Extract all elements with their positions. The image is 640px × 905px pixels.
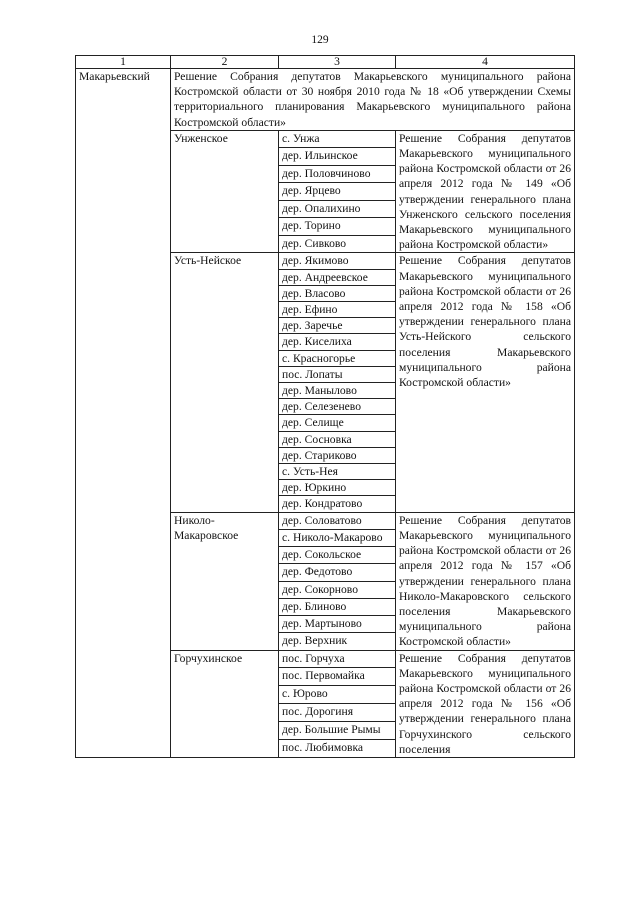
district-name: Макарьевский [76, 69, 171, 758]
village-name: дер. Блиново [279, 598, 396, 615]
village-name: дер. Торино [279, 218, 396, 236]
village-name: с. Красногорье [279, 350, 396, 366]
village-name: дер. Сокольское [279, 547, 396, 564]
settlement-name: Николо-Макаровское [171, 512, 279, 650]
settlement-decision: Решение Собрания депутатов Макарьевского муниципального района Костромской области от 26 апреля 2012 года № 156 «Об утверждении генерального плана Горчухинского сельского поселения [396, 650, 575, 757]
village-name: дер. Сокорново [279, 581, 396, 598]
village-name: пос. Первомайка [279, 668, 396, 686]
village-name: дер. Федотово [279, 564, 396, 581]
village-name: дер. Андреевское [279, 269, 396, 285]
settlement-decision: Решение Собрания депутатов Макарьевского муниципального района Костромской области от 26 апреля 2012 года № 157 «Об утверждении генерального плана Николо-Макаровского сельского поселения Макарьевского муниципального района Костромской области» [396, 512, 575, 650]
settlement-name: Усть-Нейское [171, 253, 279, 512]
village-name: с. Николо-Макарово [279, 529, 396, 546]
village-name: дер. Мартыново [279, 616, 396, 633]
village-name: дер. Киселиха [279, 334, 396, 350]
column-number: 4 [396, 56, 575, 69]
village-name: дер. Кондратово [279, 496, 396, 512]
column-number: 3 [279, 56, 396, 69]
column-number: 1 [76, 56, 171, 69]
village-name: дер. Якимово [279, 253, 396, 269]
village-name: дер. Власово [279, 285, 396, 301]
village-name: дер. Верхник [279, 633, 396, 650]
village-name: дер. Стариково [279, 447, 396, 463]
village-name: с. Усть-Нея [279, 464, 396, 480]
village-name: дер. Манылово [279, 383, 396, 399]
planning-documents-table [75, 55, 575, 758]
village-name: дер. Сивково [279, 235, 396, 253]
village-name: дер. Ярцево [279, 183, 396, 201]
column-number: 2 [171, 56, 279, 69]
village-name: дер. Селезенево [279, 399, 396, 415]
village-name: дер. Селище [279, 415, 396, 431]
page-number: 129 [311, 34, 329, 46]
village-name: пос. Любимовка [279, 739, 396, 757]
village-name: с. Унжа [279, 130, 396, 148]
village-name: дер. Ефино [279, 302, 396, 318]
settlement-name: Горчухинское [171, 650, 279, 757]
settlement-decision: Решение Собрания депутатов Макарьевского муниципального района Костромской области от 26 апреля 2012 года № 158 «Об утверждении генерального плана Усть-Нейского сельского поселения Макарьевского муниципального района Костромской области» [396, 253, 575, 512]
village-name: дер. Заречье [279, 318, 396, 334]
village-name: пос. Дорогиня [279, 704, 396, 722]
district-decision: Решение Собрания депутатов Макарьевского муниципального района Костромской области от 30 ноября 2010 года № 18 «Об утверждении Схемы территориального планирования Макарьевского муниципального района Костромской области» [171, 69, 575, 131]
village-name: дер. Сосновка [279, 431, 396, 447]
village-name: дер. Опалихино [279, 200, 396, 218]
settlement-name: Унженское [171, 130, 279, 253]
village-name: дер. Ильинское [279, 148, 396, 166]
district-row [76, 69, 575, 131]
village-name: дер. Соловатово [279, 512, 396, 529]
settlement-decision: Решение Собрания депутатов Макарьевского муниципального района Костромской области от 26 апреля 2012 года № 149 «Об утверждении генерального плана Унженского сельского поселения Макарьевского муниципального района Костромской области» [396, 130, 575, 253]
village-name: с. Юрово [279, 686, 396, 704]
village-name: пос. Лопаты [279, 366, 396, 382]
village-name: дер. Юркино [279, 480, 396, 496]
column-number-row [76, 56, 575, 69]
village-name: пос. Горчуха [279, 650, 396, 668]
village-name: дер. Половчиново [279, 165, 396, 183]
village-name: дер. Большие Рымы [279, 722, 396, 740]
